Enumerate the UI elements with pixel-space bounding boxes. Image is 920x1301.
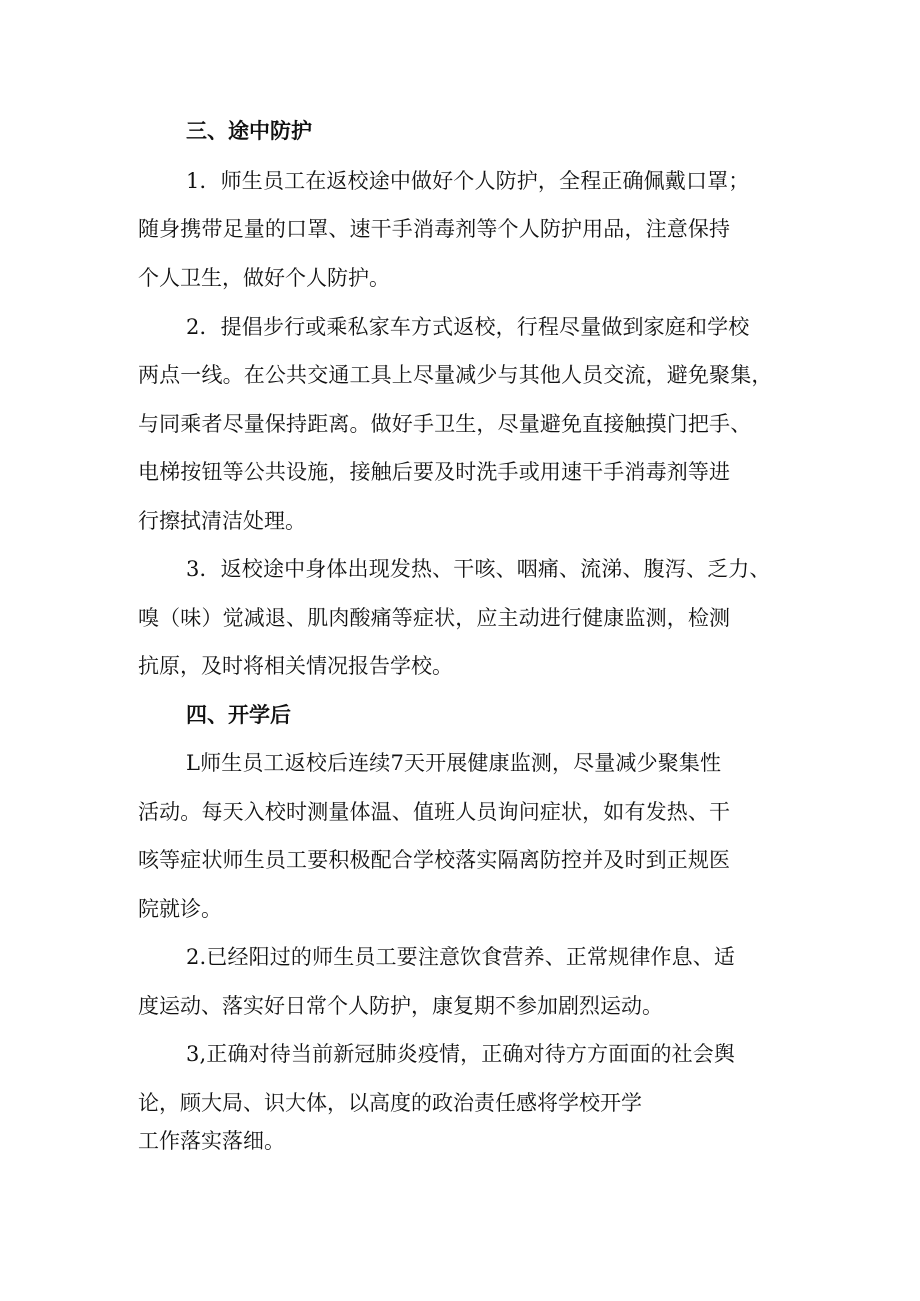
text-line: 度运动、落实好日常个人防护，康复期不参加剧烈运动。 [138, 994, 663, 1018]
text-line: 两点一线。在公共交通工具上尽量减少与其他人员交流，避免聚集， [138, 363, 773, 387]
text-line: 随身携带足量的口罩、速干手消毒剂等个人防护用品，注意保持 [138, 217, 731, 241]
text-line: 个人卫生，做好个人防护。 [138, 266, 390, 290]
text-line: 3．返校途中身体出现发热、干咳、咽痛、流涕、腹泻、乏力、 [186, 557, 771, 581]
text-line: 论，顾大局、识大体，以高度的政治责任感将学校开学 [138, 1091, 642, 1115]
section-heading-4: 四、开学后 [186, 703, 291, 727]
text-line: 院就诊。 [138, 897, 222, 921]
text-line: 2．提倡步行或乘私家车方式返校，行程尽量做到家庭和学校 [186, 315, 750, 339]
text-line: 嗅（味）觉减退、肌肉酸痛等症状，应主动进行健康监测，检测 [138, 606, 731, 630]
section-heading-3: 三、途中防护 [186, 119, 312, 143]
text-line: 2.已经阳过的师生员工要注意饮食营养、正常规律作息、适 [186, 945, 736, 969]
text-line: 咳等症状师生员工要积极配合学校落实隔离防控并及时到正规医 [138, 848, 731, 872]
text-line: 行擦拭清洁处理。 [138, 509, 306, 533]
text-line: 活动。每天入校时测量体温、值班人员询问症状，如有发热、干 [138, 800, 731, 824]
text-line: 3,正确对待当前新冠肺炎疫情，正确对待方方面面的社会舆 [186, 1042, 736, 1066]
text-line: 抗原，及时将相关情况报告学校。 [138, 654, 453, 678]
text-line: 工作落实落细。 [138, 1129, 285, 1153]
text-line: 电梯按钮等公共设施，接触后要及时洗手或用速干手消毒剂等进 [138, 460, 731, 484]
text-line: 1．师生员工在返校途中做好个人防护，全程正确佩戴口罩； [186, 169, 750, 193]
text-line: 与同乘者尽量保持距离。做好手卫生，尽量避免直接触摸门把手、 [138, 412, 752, 436]
text-line: L师生员工返校后连续7天开展健康监测，尽量减少聚集性 [186, 751, 722, 775]
